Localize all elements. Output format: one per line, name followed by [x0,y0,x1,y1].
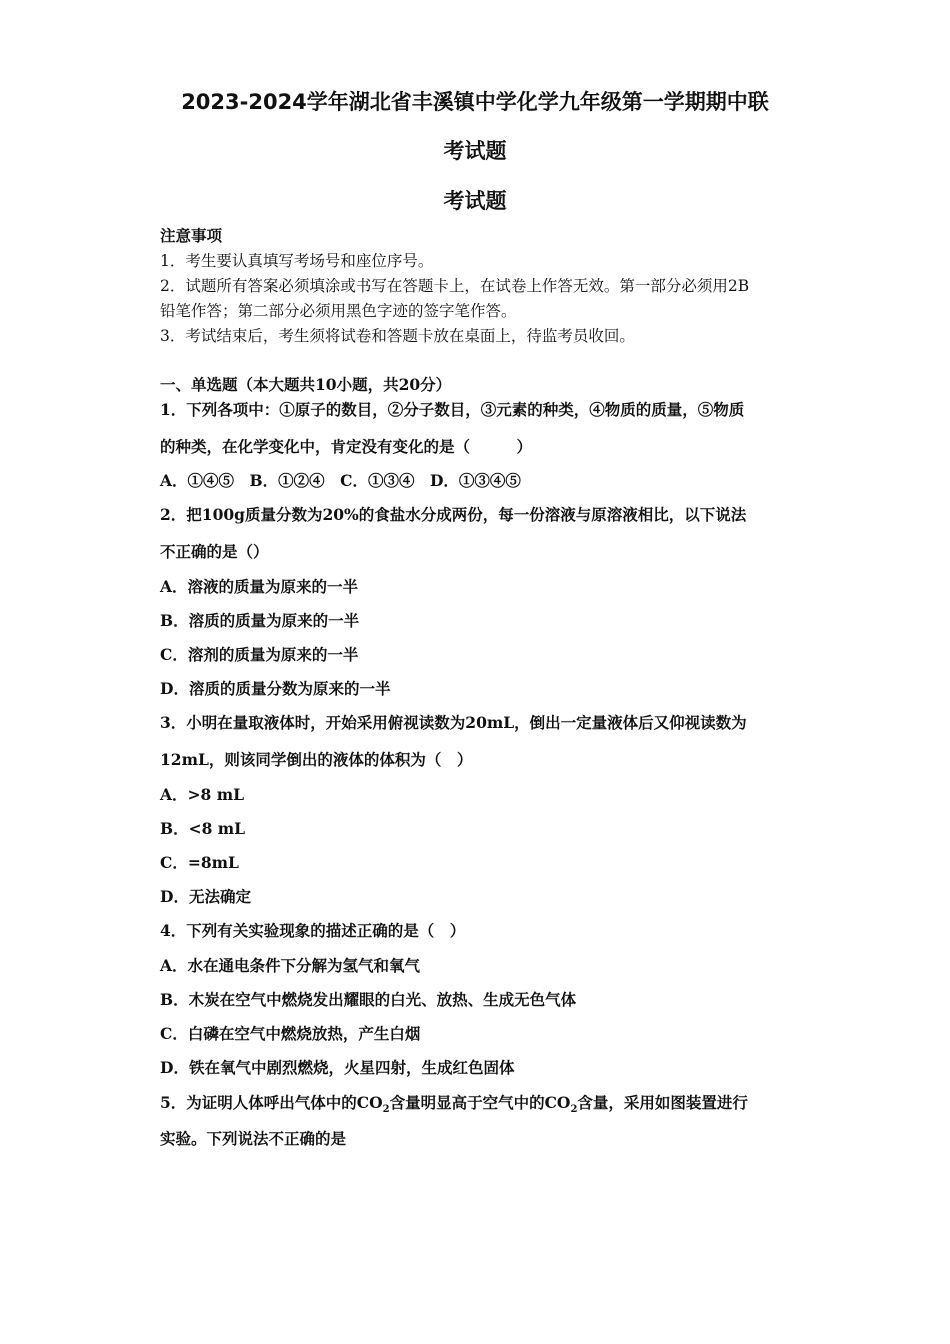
notice-item-1: 1．考生要认真填写考场号和座位序号。 [160,252,434,270]
question-5-stem-line-2: 实验。下列说法不正确的是 [160,1129,347,1148]
question-2-stem-line-1: 2．把100g质量分数为20%的食盐水分成两份，每一份溶液与原溶液相比，以下说法 [160,505,747,524]
question-3-stem-line-1: 3．小明在量取液体时，开始采用俯视读数为20mL，倒出一定量液体后又仰视读数为 [160,713,747,732]
question-5-stem-part-3: 含量，采用如图装置进行 [577,1093,748,1112]
question-1-stem-line-2: 的种类，在化学变化中，肯定没有变化的是（ ） [160,437,533,456]
question-2-option-c: C．溶剂的质量为原来的一半 [160,645,359,664]
question-1-options: A．①④⑤ B．①②④ C．①③④ D．①③④⑤ [160,471,521,490]
question-2-option-a: A．溶液的质量为原来的一半 [160,577,359,596]
exam-title-line-3: 考试题 [443,189,507,213]
question-4-option-c: C．白磷在空气中燃烧放热，产生白烟 [160,1024,421,1043]
question-3-option-a: A．>8 mL [160,785,244,804]
question-4-option-b: B．木炭在空气中燃烧发出耀眼的白光、放热、生成无色气体 [160,990,577,1009]
question-3-stem-line-2: 12mL，则该同学倒出的液体的体积为（ ） [160,750,473,769]
question-2-option-b: B．溶质的质量为原来的一半 [160,611,360,630]
question-5-stem-part-1: 5．为证明人体呼出气体中的CO [160,1093,383,1112]
question-4-option-a: A．水在通电条件下分解为氢气和氧气 [160,956,421,975]
question-4-option-d: D．铁在氧气中剧烈燃烧，火星四射，生成红色固体 [160,1058,515,1077]
section-heading: 一、单选题（本大题共10小题，共20分） [160,375,452,394]
question-5-stem-line-1 [160,1092,748,1114]
question-4-stem: 4．下列有关实验现象的描述正确的是（ ） [160,921,466,940]
question-2-option-d: D．溶质的质量分数为原来的一半 [160,679,391,698]
notice-item-3: 3．考试结束后，考生须将试卷和答题卡放在桌面上，待监考员收回。 [160,327,635,345]
question-3-option-b: B．<8 mL [160,819,246,838]
notice-heading: 注意事项 [160,226,223,245]
co2-subscript: 2 [382,1104,390,1116]
question-5-stem-part-2: 含量明显高于空气中的CO [389,1093,571,1112]
exam-title-line-2: 考试题 [443,139,507,163]
co2-subscript: 2 [570,1104,578,1116]
notice-item-2-line-2: 铅笔作答；第二部分必须用黑色字迹的签字笔作答。 [160,302,517,320]
question-2-stem-line-2: 不正确的是（） [160,542,269,561]
question-1-stem-line-1: 1．下列各项中：①原子的数目，②分子数目，③元素的种类，④物质的质量，⑤物质 [160,400,745,419]
question-3-option-d: D．无法确定 [160,887,251,906]
notice-item-2-line-1: 2．试题所有答案必须填涂或书写在答题卡上，在试卷上作答无效。第一部分必须用2B [160,277,750,295]
question-3-option-c: C．=8mL [160,853,239,872]
exam-title-line-1: 2023-2024学年湖北省丰溪镇中学化学九年级第一学期期中联 [181,90,769,114]
